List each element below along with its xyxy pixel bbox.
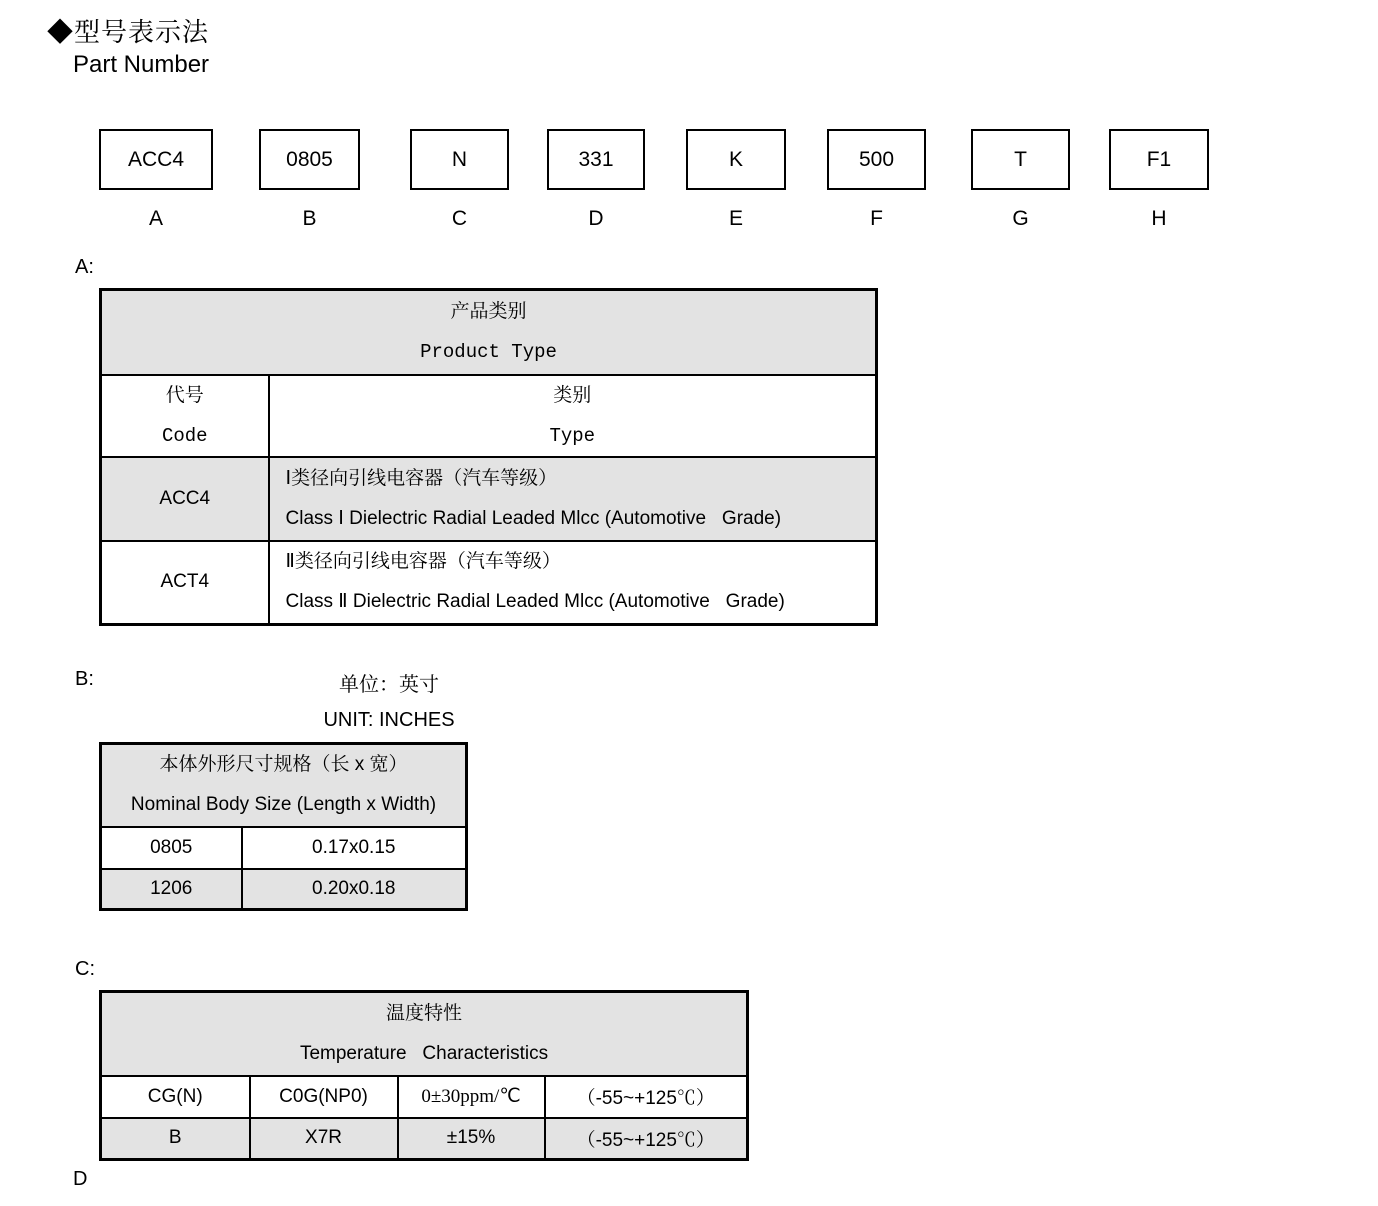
product-type-acc4-zh: Ⅰ类径向引线电容器（汽车等级） [285,467,558,489]
part-number-segment-h [1109,129,1209,231]
section-c-label: C: [75,958,95,980]
product-type-title-en: Product Type [420,341,557,364]
column-header-type [269,375,877,457]
temperature-title-zh: 温度特性 [386,1002,463,1024]
table-row [101,1118,748,1160]
part-number-letter-f: F [870,207,883,230]
tc-code-b: B [101,1118,250,1160]
unit-note-zh: 单位：英寸 [339,674,439,696]
tc-code-cgn: CG(N) [101,1076,250,1118]
table-row [101,869,467,910]
part-number-box-g: T [971,129,1070,190]
page-title-zh: ◆型号表示法 [47,17,210,47]
part-number-box-h: F1 [1109,129,1209,190]
size-dim-1206: 0.20x0.18 [242,869,467,910]
table-row [101,827,467,869]
temperature-characteristics-table [99,990,749,1161]
product-type-act4-zh: Ⅱ类径向引线电容器（汽车等级） [285,551,561,573]
unit-note-en: UNIT: INCHES [323,709,455,731]
part-number-segment-e [686,129,786,231]
column-header-code [101,375,269,457]
part-number-letter-d: D [588,207,604,230]
part-number-segment-f [827,129,926,231]
part-number-box-a: ACC4 [99,129,213,190]
part-number-segment-c [410,129,509,231]
page-title-en: Part Number [73,51,210,78]
tc-tolerance-x7r: ±15% [398,1118,545,1160]
temperature-table-title [101,992,748,1076]
body-size-title-en: Nominal Body Size (Length x Width) [130,794,437,816]
product-code-act4: ACT4 [101,541,269,625]
body-size-table-title [101,744,467,827]
section-b-label: B: [75,668,94,690]
temperature-title-en: Temperature Characteristics [299,1042,549,1064]
section-a-label: A: [75,256,94,278]
body-size-table [99,742,468,911]
tc-range-c0g: （-55~+125℃） [545,1076,748,1118]
table-row [101,457,877,541]
table-row [101,541,877,625]
product-type-acc4-en: Class Ⅰ Dielectric Radial Leaded Mlcc (Automotive Grade) [285,507,782,529]
size-code-0805: 0805 [101,827,242,869]
part-number-letter-h: H [1151,207,1167,230]
part-number-segment-g [971,129,1070,231]
column-header-type-zh: 类别 [553,384,592,406]
tc-range-x7r: （-55~+125℃） [545,1118,748,1160]
part-number-letter-c: C [451,207,468,230]
product-type-acc4 [269,457,877,541]
product-code-acc4: ACC4 [101,457,269,541]
part-number-box-e: K [686,129,786,190]
part-number-box-b: 0805 [259,129,360,190]
part-number-segment-d [547,129,645,231]
column-header-code-en: Code [161,424,208,447]
tc-dielectric-x7r: X7R [250,1118,398,1160]
product-type-title-zh: 产品类别 [450,301,527,323]
part-number-letter-g: G [1012,207,1029,230]
section-d-label: D [73,1168,88,1190]
part-number-letter-a: A [148,207,163,230]
part-number-letter-b: B [302,207,317,230]
product-type-act4 [269,541,877,625]
tc-dielectric-c0g: C0G(NP0) [250,1076,398,1118]
part-number-box-f: 500 [827,129,926,190]
column-header-code-zh: 代号 [165,384,204,406]
column-header-type-en: Type [549,424,596,447]
part-number-segment-a [99,129,213,231]
body-size-title-zh: 本体外形尺寸规格（长 x 宽） [159,754,408,776]
part-number-letter-e: E [728,207,743,230]
part-number-box-d: 331 [547,129,645,190]
size-dim-0805: 0.17x0.15 [242,827,467,869]
product-type-table-title [101,290,877,375]
tc-tolerance-c0g: 0±30ppm/℃ [398,1076,545,1118]
product-type-act4-en: Class Ⅱ Dielectric Radial Leaded Mlcc (Automotive Grade) [285,591,785,613]
part-number-segment-b [259,129,360,231]
size-code-1206: 1206 [101,869,242,910]
product-type-table [99,288,878,626]
table-row [101,1076,748,1118]
part-number-box-c: N [410,129,509,190]
